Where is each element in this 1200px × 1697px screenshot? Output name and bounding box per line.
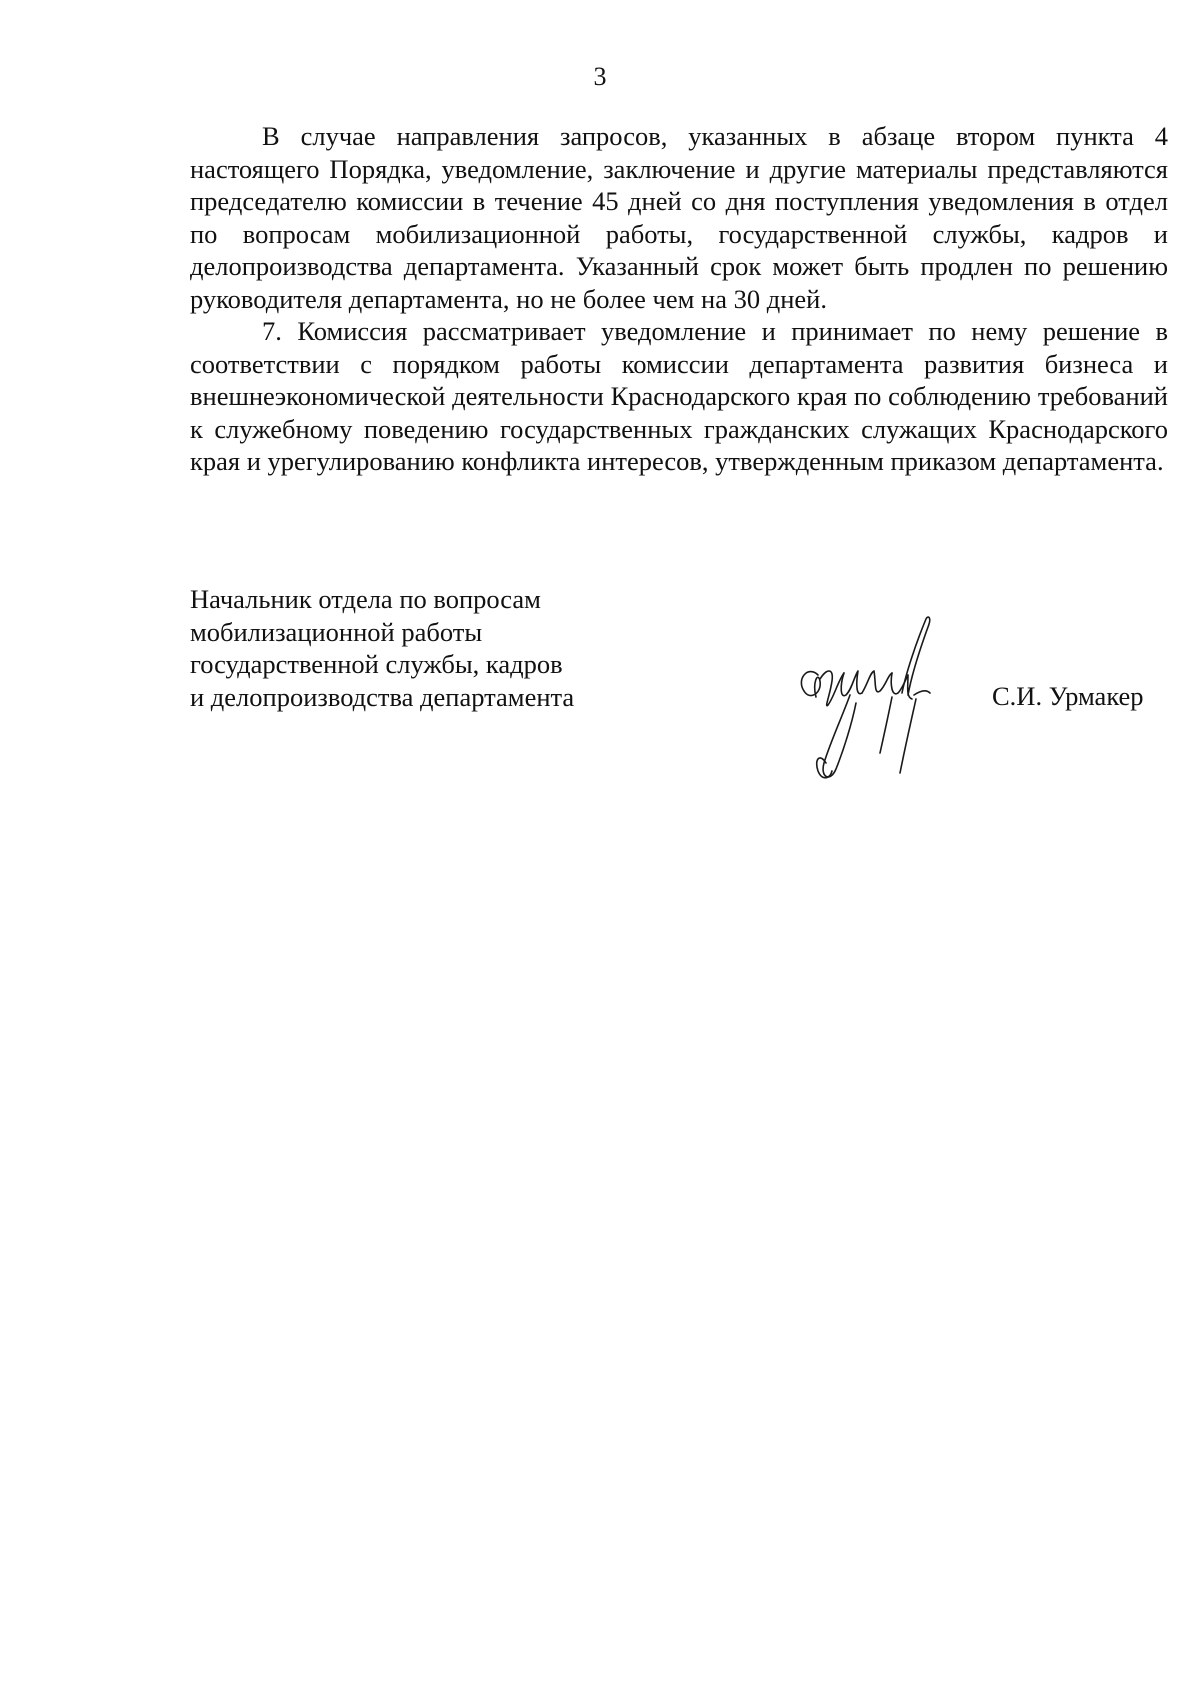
body-paragraph: 7. Комиссия рассматривает уведомление и принимает по нему решение в соответствии с порядком работы комиссии департамента развития бизнеса и внешнеэкономической деятельности Краснодарского края по соблюдению требований к служебному поведению государственных гражданских служащих Краснодарского края и урегулированию конфликта интересов, утвержденным приказом департамента. xyxy=(190,316,1168,476)
signer-position-line: мобилизационной работы xyxy=(190,616,483,647)
page-number: 3 xyxy=(593,62,607,91)
body-paragraph: В случае направления запросов, указанных в абзаце втором пункта 4 настоящего Порядка, уведомление, заключение и другие материалы представляются председателю комиссии в течение 45 дней со дня поступления уведомления в отдел по вопросам мобилизационной работы, государственной службы, кадров и делопроизводства департамента. Указанный срок может быть продлен по решению руководителя департамента, но не более чем на 30 дней. xyxy=(190,121,1168,314)
handwritten-signature xyxy=(790,613,950,788)
signer-position xyxy=(190,583,574,713)
signature-block xyxy=(190,583,1168,803)
signer-position-line: Начальник отдела по вопросам xyxy=(190,584,541,614)
signer-position-line: государственной службы, кадров xyxy=(190,649,563,679)
signer-name: С.И. Урмакер xyxy=(992,681,1144,711)
document-body xyxy=(190,120,1168,478)
signer-position-line: и делопроизводства департамента xyxy=(190,681,575,712)
